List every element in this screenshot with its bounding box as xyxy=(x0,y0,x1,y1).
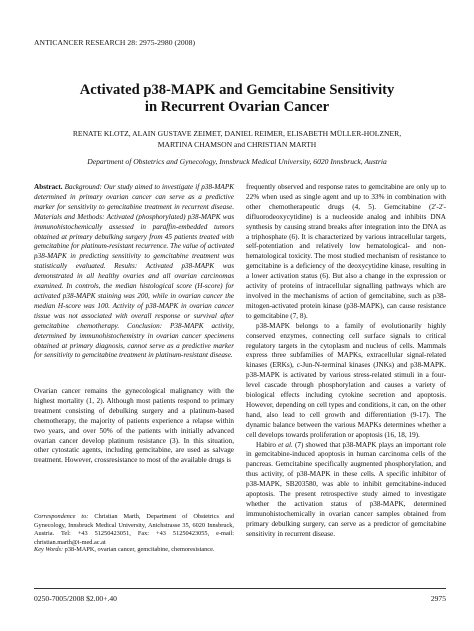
introduction xyxy=(34,387,234,466)
right-paragraph-1: frequently observed and response rates to gemcitabine are only up to 22% when used as single agent and up to 33% in combination with other chemotherapeutic drugs (4, 5). Gemcitabine (2'-2'-difluorodeoxycytidine) is a nucleoside analog and inhibits DNA synthesis by causing strand breaks after integration into the DNA as a triphosphate (6). It is characterized by various intracellular targets, self-potentiation and relatively low hematological- and non-hematological toxicity. The most studied mechanism of resistance to gemcitabine is a deficiency of the deoxycytidine kinase, resulting in a lower activation status (6). But also a change in the expression or activity of proteins of intracellular signalling pathways which are involved in the mechanisms of action of gemcitabine, such as p38-mitogen-activated protein kinase (p38-MAPK), can cause resistance to gemcitabine (7, 8). xyxy=(246,183,446,320)
authors-line-1: RENATE KLOTZ, ALAIN GUSTAVE ZEIMET, DANIEL REIMER, ELISABETH MÜLLER-HOLZNER, xyxy=(72,129,402,138)
price-code: 0250-7005/2008 $2.00+.40 xyxy=(34,594,117,603)
right-paragraph-3-text: (7) showed that p38-MAPK plays an important role in gemcitabine-induced apoptosis in human carcinoma cells of the pancreas. Gemcitabine specifically augmented phosphorylation, and thus activity, of p38-MAPK in these cells. A specific inhibitor of p38-MAPK, SB203580, was able to inhibit gemcitabine-induced apoptosis. The present retrospective study aimed to investigate whether the activation status of p38-MAPK, determined immunohistochemically in ovarian cancer samples obtained from primary debulking surgery, can serve as a predictor of gemcitabine sensitivity in recurrent disease. xyxy=(246,440,447,538)
journal-name: ANTICANCER RESEARCH xyxy=(34,38,126,47)
abstract-text: Background: Our study aimed to investigate if p38-MAPK determined in primary ovarian cancer can serve as a predictive marker for sensitivity to gemcitabine treatment in recurrent disease. Materials and Methods: Activated (phosphorylated) p38-MAPK was immunohistochemically assessed in paraffin-embedded tumors obtained at primary debulking surgery from 45 patients treated with gemcitabine for platinum-resistant recurrence. The value of activated p38-MAPK in predicting sensitivity to gemcitabine treatment was statistically evaluated. Results: Activated p38-MAPK was demonstrated in all healthy ovaries and all ovarian carcinomas examined. In controls, the median histological score (H-score) for activated p38-MAPK staining was 200, while in ovarian cancer the median H-score was 100. Activity of p38-MAPK in ovarian cancer tissue was not associated with overall response or survival after gemcitabine chemotherapy. Conclusion: P38-MAPK activity, determined by immunohistochemistry in ovarian cancer specimens obtained at primary diagnosis, cannot serve as a predictive marker for sensitivity to gemcitabine treatment in platinum-resistant disease. xyxy=(34,183,234,360)
keywords-text: p38-MAPK, ovarian cancer, gemcitabine, chemoresistance. xyxy=(64,546,215,553)
footer-divider xyxy=(34,588,446,589)
right-column xyxy=(246,183,446,540)
title-line-2: in Recurrent Ovarian Cancer xyxy=(144,99,330,115)
abstract-label: Abstract. xyxy=(34,183,63,191)
journal-citation: 28: 2975-2980 (2008) xyxy=(127,38,196,47)
author-list xyxy=(40,128,434,150)
citation-author: Habiro xyxy=(256,440,276,449)
keywords-label: Key Words: xyxy=(34,546,64,553)
correspondence-note xyxy=(34,513,234,547)
right-paragraph-2: p38-MAPK belongs to a family of evolutionarily highly conserved enzymes, connecting cell surface signals to critical regulatory targets in the cytoplasm and nucleus of cells. Mammals express three subfamilies of MAPKs, extracellular signal-related kinases (ERKs), c-Jun-N-terminal kinases (JNKs) and p38-MAPK. p38-MAPK is activated by various stress-related stimuli in a four-level cascade through phosphorylation and causes a variety of biological effects including cytokine secretion and apoptosis. However, depending on cell types and conditions, it can, on the other hand, also lead to cell growth and differentiation (9-17). The dynamic balance between the various MAPKs determines whether a cell develops towards proliferation or apoptosis (16, 18, 19). xyxy=(246,321,446,439)
journal-header xyxy=(34,38,195,47)
page-number: 2975 xyxy=(430,594,446,603)
abstract xyxy=(34,183,234,361)
keywords-note xyxy=(34,546,234,555)
affiliation: Department of Obstetrics and Gynecology, Innsbruck Medical University, 6020 Innsbruck, Austria xyxy=(87,157,387,166)
right-paragraph-3 xyxy=(246,441,446,540)
citation-et-al: et al. xyxy=(278,440,293,449)
correspondence-label: Correspondence to: xyxy=(34,513,89,520)
title-line-1: Activated p38-MAPK and Gemcitabine Sensitivity xyxy=(79,82,395,98)
authors-line-2: MARTINA CHAMSON and CHRISTIAN MARTH xyxy=(157,140,317,149)
correspondence-text: Christian Marth, Department of Obstetrics and Gynecology, Innsbruck Medical University, Anichstrasse 35, 6020 Innsbruck, Austria. Tel: +43 51250423051, Fax: +43 51250423055, e-mail: christian.marth@i-med.ac.at xyxy=(34,513,235,546)
intro-paragraph: Ovarian cancer remains the gynecological malignancy with the highest mortality (1, 2). Although most patients respond to primary treatment consisting of debulking surgery and a platinum-based chemotherapy, the majority of patients experience a relapse within two years, and over 50% of the patients with initially advanced ovarian cancer develop platinum resistance (3). In this situation, other cytostatic agents, including gemcitabine, are used as salvage treatment. However, crossresistance to most of the available drugs is xyxy=(34,387,234,465)
paper-title xyxy=(60,82,414,116)
